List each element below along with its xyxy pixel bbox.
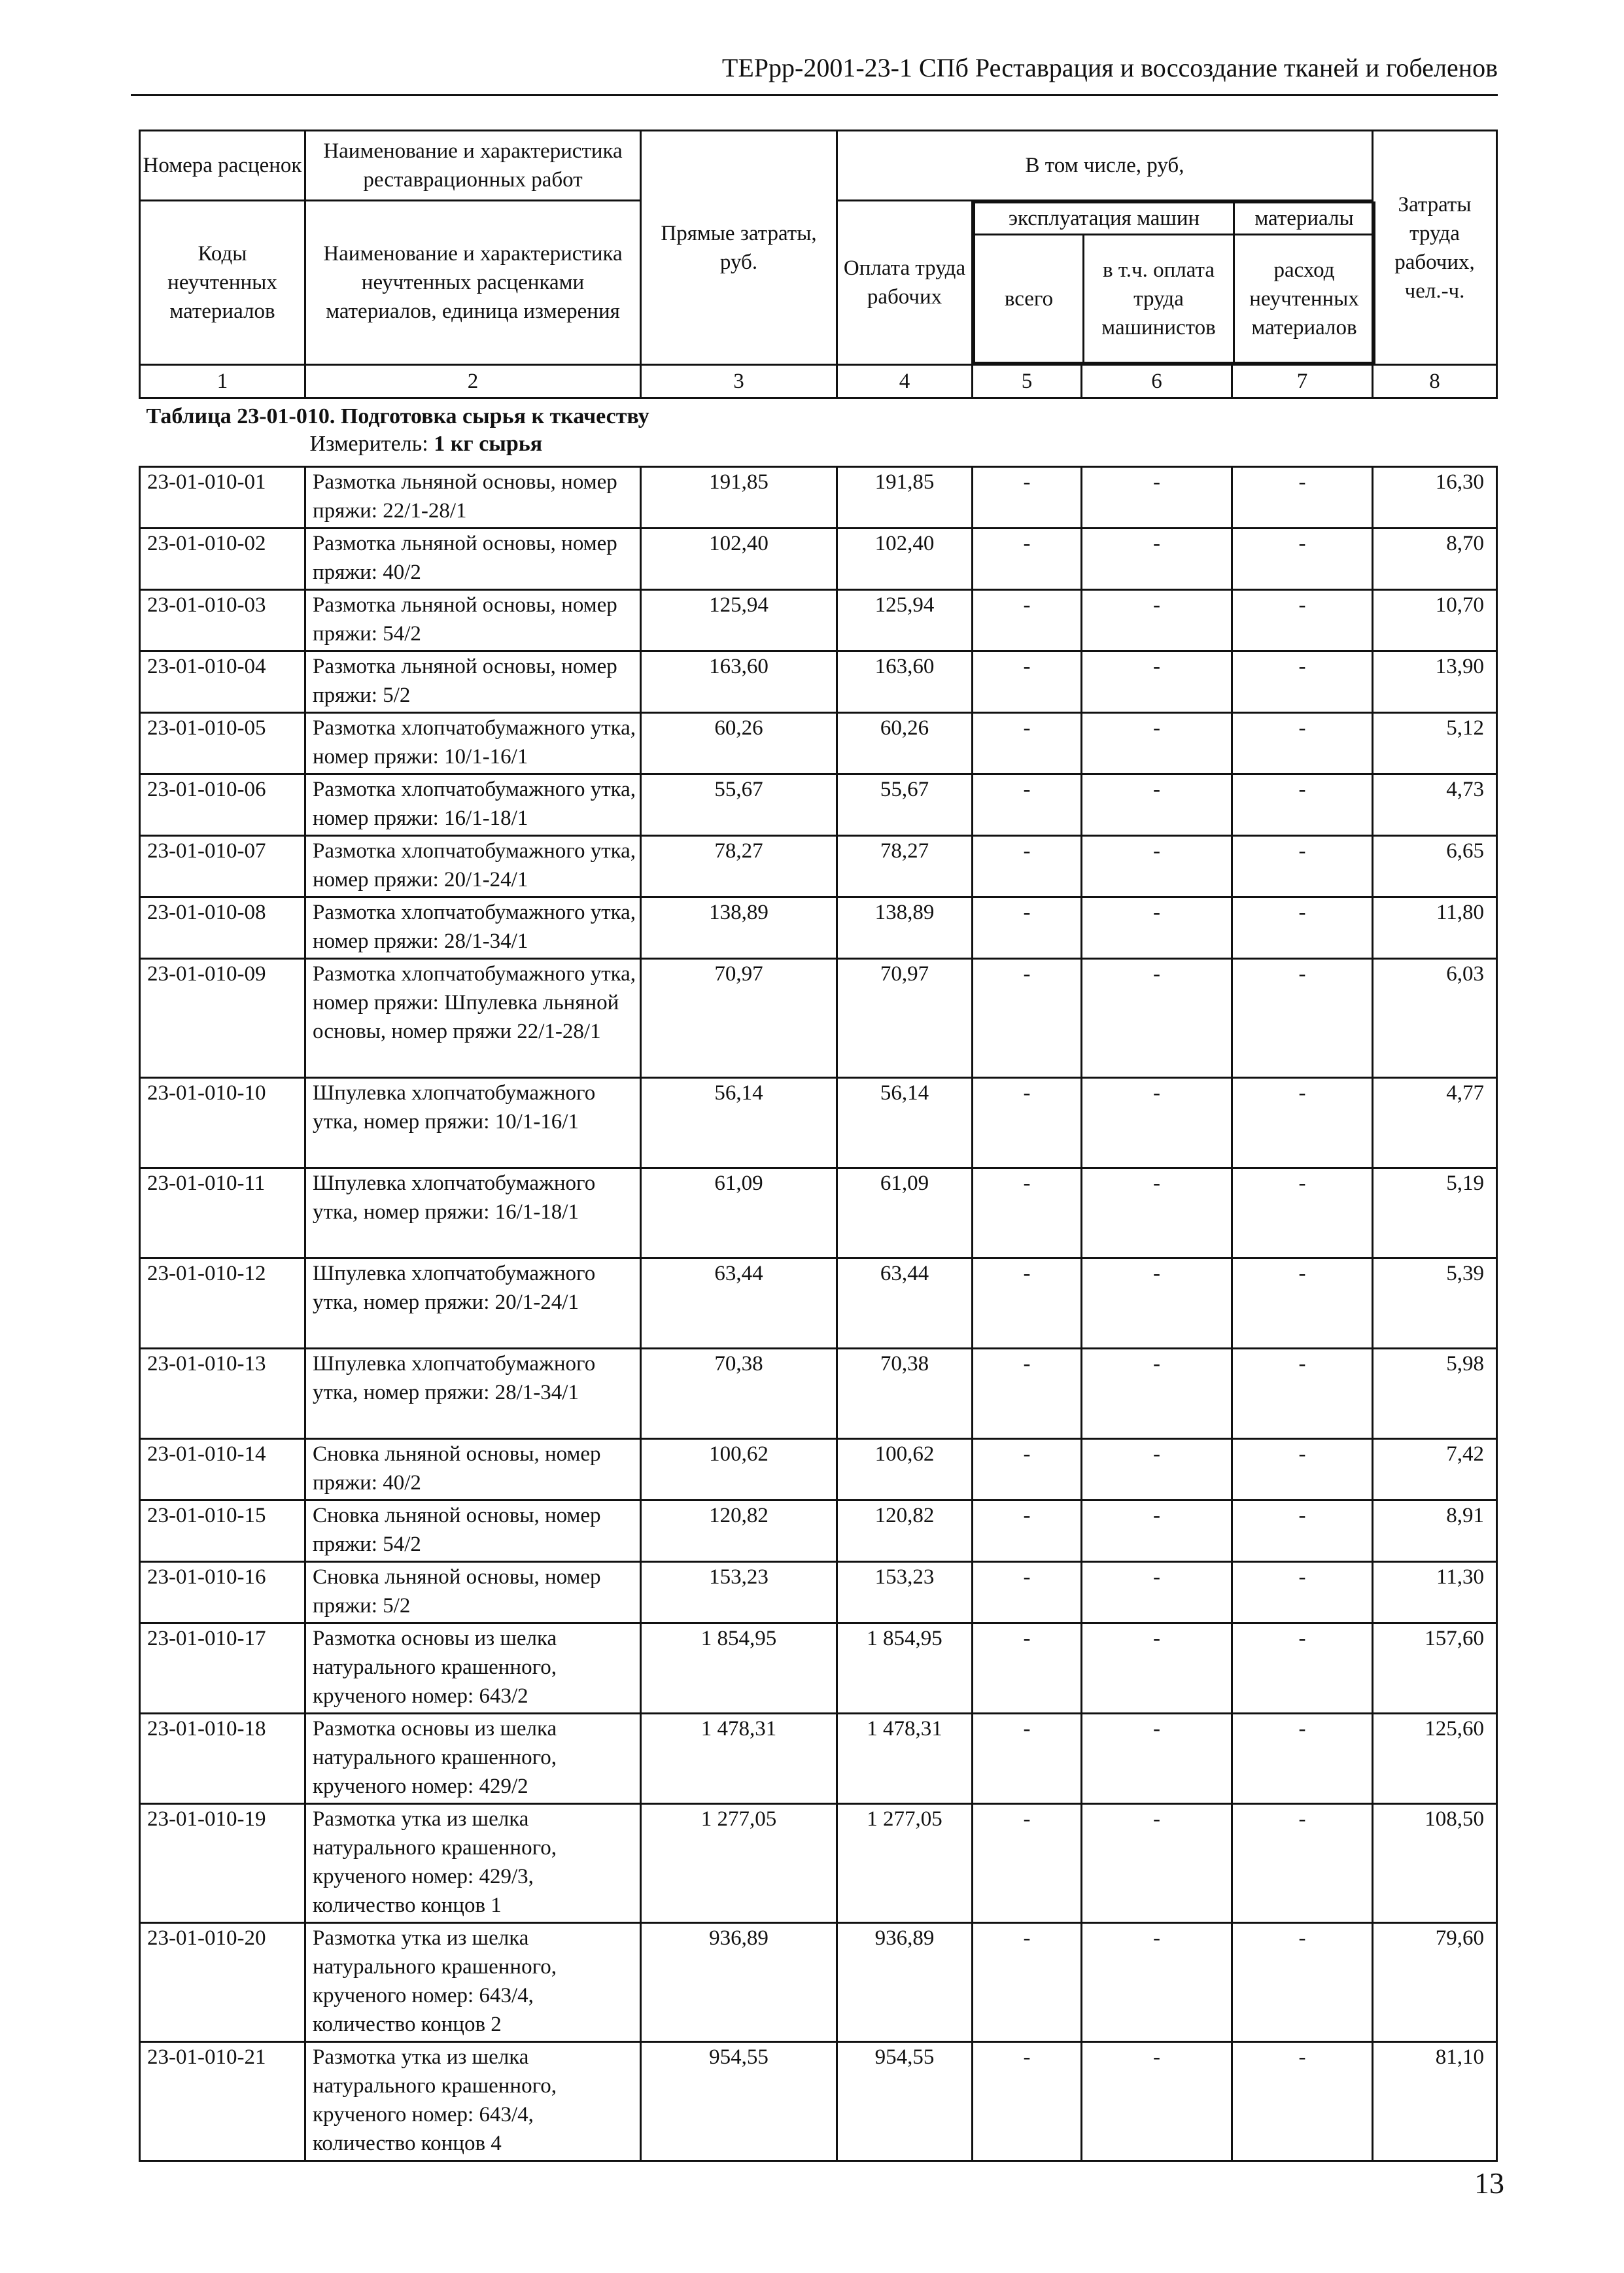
machines-all: - <box>973 467 1082 529</box>
table-row <box>140 1258 1497 1349</box>
materials-use: - <box>1232 2042 1373 2161</box>
column-numbers <box>140 365 1497 398</box>
worker-pay: 61,09 <box>837 1168 973 1258</box>
table-row <box>140 1923 1497 2042</box>
rate-code: 23-01-010-12 <box>140 1258 305 1349</box>
column-number: 8 <box>1373 365 1497 398</box>
operators-pay: - <box>1082 1923 1232 2042</box>
table-row <box>140 774 1497 836</box>
worker-pay: 78,27 <box>837 836 973 897</box>
direct-costs: 61,09 <box>641 1168 837 1258</box>
page-number: 13 <box>1474 2166 1504 2200</box>
meter-value: 1 кг сырья <box>434 432 543 456</box>
direct-costs: 78,27 <box>641 836 837 897</box>
labor-costs: 79,60 <box>1373 1923 1497 2042</box>
materials-use: - <box>1232 1923 1373 2042</box>
direct-costs: 153,23 <box>641 1562 837 1623</box>
direct-costs: 70,97 <box>641 959 837 1078</box>
labor-costs: 125,60 <box>1373 1714 1497 1804</box>
operators-pay: - <box>1082 590 1232 651</box>
column-number: 5 <box>973 365 1082 398</box>
section-caption-cell <box>140 398 1497 467</box>
table-row <box>140 959 1497 1078</box>
machines-all: - <box>973 1439 1082 1501</box>
work-name: Размотка льняной основы, номер пряжи: 22/1-28/1 <box>305 467 641 529</box>
table-body <box>140 467 1497 2161</box>
header-all: всего <box>975 235 1084 363</box>
work-name: Размотка хлопчатобумажного утка, номер пряжи: 28/1-34/1 <box>305 897 641 959</box>
table-row <box>140 529 1497 590</box>
materials-use: - <box>1232 1168 1373 1258</box>
materials-use: - <box>1232 836 1373 897</box>
materials-use: - <box>1232 1078 1373 1168</box>
labor-costs: 11,80 <box>1373 897 1497 959</box>
labor-costs: 5,12 <box>1373 713 1497 774</box>
page-header: ТЕРрр-2001-23-1 СПб Реставрация и воссоздание тканей и гобеленов <box>721 53 1498 82</box>
operators-pay: - <box>1082 713 1232 774</box>
column-number: 4 <box>837 365 973 398</box>
labor-costs: 108,50 <box>1373 1804 1497 1923</box>
labor-costs: 8,70 <box>1373 529 1497 590</box>
meter-label: Измеритель: <box>309 432 428 456</box>
materials-use: - <box>1232 774 1373 836</box>
labor-costs: 13,90 <box>1373 651 1497 713</box>
direct-costs: 55,67 <box>641 774 837 836</box>
operators-pay: - <box>1082 1623 1232 1714</box>
rate-code: 23-01-010-18 <box>140 1714 305 1804</box>
worker-pay: 60,26 <box>837 713 973 774</box>
machines-all: - <box>973 836 1082 897</box>
direct-costs: 60,26 <box>641 713 837 774</box>
operators-pay: - <box>1082 2042 1232 2161</box>
work-name: Размотка льняной основы, номер пряжи: 40/2 <box>305 529 641 590</box>
machines-all: - <box>973 897 1082 959</box>
worker-pay: 70,97 <box>837 959 973 1078</box>
worker-pay: 55,67 <box>837 774 973 836</box>
direct-costs: 125,94 <box>641 590 837 651</box>
header-material-use: расход неучтенных материалов <box>1234 235 1375 363</box>
machines-all: - <box>973 713 1082 774</box>
labor-costs: 5,98 <box>1373 1349 1497 1439</box>
labor-costs: 5,19 <box>1373 1168 1497 1258</box>
column-number: 2 <box>305 365 641 398</box>
direct-costs: 1 478,31 <box>641 1714 837 1804</box>
materials-use: - <box>1232 1623 1373 1714</box>
machines-all: - <box>973 1349 1082 1439</box>
direct-costs: 100,62 <box>641 1439 837 1501</box>
table-row <box>140 897 1497 959</box>
materials-use: - <box>1232 1439 1373 1501</box>
labor-costs: 11,30 <box>1373 1562 1497 1623</box>
column-number: 1 <box>140 365 305 398</box>
machines-all: - <box>973 1923 1082 2042</box>
materials-use: - <box>1232 467 1373 529</box>
direct-costs: 56,14 <box>641 1078 837 1168</box>
machines-all: - <box>973 1562 1082 1623</box>
worker-pay: 163,60 <box>837 651 973 713</box>
work-name: Размотка основы из шелка натурального крашенного, крученого номер: 643/2 <box>305 1623 641 1714</box>
rate-code: 23-01-010-13 <box>140 1349 305 1439</box>
header-machines: эксплуатация машин <box>975 203 1234 235</box>
materials-use: - <box>1232 897 1373 959</box>
work-name: Размотка основы из шелка натурального крашенного, крученого номер: 429/2 <box>305 1714 641 1804</box>
work-name: Размотка хлопчатобумажного утка, номер пряжи: 20/1-24/1 <box>305 836 641 897</box>
table-row <box>140 651 1497 713</box>
rate-code: 23-01-010-04 <box>140 651 305 713</box>
table-row <box>140 2042 1497 2161</box>
materials-use: - <box>1232 590 1373 651</box>
materials-use: - <box>1232 1562 1373 1623</box>
rate-code: 23-01-010-14 <box>140 1439 305 1501</box>
labor-costs: 81,10 <box>1373 2042 1497 2161</box>
table-row <box>140 1562 1497 1623</box>
operators-pay: - <box>1082 1349 1232 1439</box>
direct-costs: 102,40 <box>641 529 837 590</box>
rate-code: 23-01-010-21 <box>140 2042 305 2161</box>
worker-pay: 63,44 <box>837 1258 973 1349</box>
operators-pay: - <box>1082 529 1232 590</box>
direct-costs: 954,55 <box>641 2042 837 2161</box>
header-materials: материалы <box>1234 203 1375 235</box>
work-name: Шпулевка хлопчатобумажного утка, номер пряжи: 16/1-18/1 <box>305 1168 641 1258</box>
header-operators: в т.ч. оплата труда машинистов <box>1084 235 1234 363</box>
column-number: 6 <box>1082 365 1232 398</box>
work-name: Размотка хлопчатобумажного утка, номер пряжи: 16/1-18/1 <box>305 774 641 836</box>
operators-pay: - <box>1082 774 1232 836</box>
column-number: 7 <box>1232 365 1373 398</box>
materials-use: - <box>1232 1501 1373 1562</box>
work-name: Размотка утка из шелка натурального крашенного, крученого номер: 643/4, количество концов 2 <box>305 1923 641 2042</box>
machines-all: - <box>973 774 1082 836</box>
machines-all: - <box>973 529 1082 590</box>
operators-pay: - <box>1082 1714 1232 1804</box>
worker-pay: 100,62 <box>837 1439 973 1501</box>
table-row <box>140 467 1497 529</box>
machines-all: - <box>973 959 1082 1078</box>
table-row <box>140 836 1497 897</box>
materials-use: - <box>1232 1258 1373 1349</box>
direct-costs: 1 854,95 <box>641 1623 837 1714</box>
direct-costs: 70,38 <box>641 1349 837 1439</box>
section-caption <box>140 398 1497 467</box>
header-direct-costs: Прямые затраты, руб. <box>641 131 837 365</box>
operators-pay: - <box>1082 897 1232 959</box>
work-name: Шпулевка хлопчатобумажного утка, номер пряжи: 10/1-16/1 <box>305 1078 641 1168</box>
rate-code: 23-01-010-16 <box>140 1562 305 1623</box>
labor-costs: 4,73 <box>1373 774 1497 836</box>
work-name: Сновка льняной основы, номер пряжи: 5/2 <box>305 1562 641 1623</box>
worker-pay: 56,14 <box>837 1078 973 1168</box>
header-codes-top: Номера расценок <box>140 131 305 201</box>
machines-all: - <box>973 1078 1082 1168</box>
worker-pay: 70,38 <box>837 1349 973 1439</box>
worker-pay: 191,85 <box>837 467 973 529</box>
direct-costs: 138,89 <box>641 897 837 959</box>
operators-pay: - <box>1082 651 1232 713</box>
labor-costs: 10,70 <box>1373 590 1497 651</box>
direct-costs: 63,44 <box>641 1258 837 1349</box>
materials-use: - <box>1232 959 1373 1078</box>
worker-pay: 120,82 <box>837 1501 973 1562</box>
section-meter <box>147 430 1497 458</box>
labor-costs: 16,30 <box>1373 467 1497 529</box>
worker-pay: 1 478,31 <box>837 1714 973 1804</box>
labor-costs: 6,03 <box>1373 959 1497 1078</box>
work-name: Размотка хлопчатобумажного утка, номер пряжи: Шпулевка льняной основы, номер пряжи 22/1-28/1 <box>305 959 641 1078</box>
direct-costs: 936,89 <box>641 1923 837 2042</box>
section-title: Таблица 23-01-010. Подготовка сырья к ткачеству <box>146 404 649 428</box>
rate-code: 23-01-010-02 <box>140 529 305 590</box>
operators-pay: - <box>1082 836 1232 897</box>
column-number: 3 <box>641 365 837 398</box>
machines-all: - <box>973 1714 1082 1804</box>
work-name: Размотка льняной основы, номер пряжи: 54/2 <box>305 590 641 651</box>
work-name: Сновка льняной основы, номер пряжи: 40/2 <box>305 1439 641 1501</box>
work-name: Шпулевка хлопчатобумажного утка, номер пряжи: 28/1-34/1 <box>305 1349 641 1439</box>
header-subgrid <box>973 201 1373 365</box>
direct-costs: 120,82 <box>641 1501 837 1562</box>
table-row <box>140 1804 1497 1923</box>
machines-all: - <box>973 651 1082 713</box>
labor-costs: 157,60 <box>1373 1623 1497 1714</box>
table-row <box>140 590 1497 651</box>
table-row <box>140 1168 1497 1258</box>
work-name: Размотка утка из шелка натурального крашенного, крученого номер: 429/3, количество концов 1 <box>305 1804 641 1923</box>
header-pay: Оплата труда рабочих <box>837 201 973 365</box>
operators-pay: - <box>1082 1168 1232 1258</box>
materials-use: - <box>1232 713 1373 774</box>
table-row <box>140 1714 1497 1804</box>
worker-pay: 954,55 <box>837 2042 973 2161</box>
table-row <box>140 1349 1497 1439</box>
work-name: Сновка льняной основы, номер пряжи: 54/2 <box>305 1501 641 1562</box>
rate-code: 23-01-010-03 <box>140 590 305 651</box>
worker-pay: 936,89 <box>837 1923 973 2042</box>
labor-costs: 8,91 <box>1373 1501 1497 1562</box>
worker-pay: 153,23 <box>837 1562 973 1623</box>
machines-all: - <box>973 1501 1082 1562</box>
rate-code: 23-01-010-10 <box>140 1078 305 1168</box>
materials-use: - <box>1232 1804 1373 1923</box>
rate-code: 23-01-010-09 <box>140 959 305 1078</box>
labor-costs: 4,77 <box>1373 1078 1497 1168</box>
direct-costs: 1 277,05 <box>641 1804 837 1923</box>
materials-use: - <box>1232 651 1373 713</box>
table-header <box>140 131 1497 365</box>
rates-table <box>139 130 1498 2162</box>
rate-code: 23-01-010-07 <box>140 836 305 897</box>
rate-code: 23-01-010-06 <box>140 774 305 836</box>
labor-costs: 5,39 <box>1373 1258 1497 1349</box>
operators-pay: - <box>1082 467 1232 529</box>
rate-code: 23-01-010-20 <box>140 1923 305 2042</box>
machines-all: - <box>973 1258 1082 1349</box>
operators-pay: - <box>1082 1501 1232 1562</box>
table-row <box>140 1623 1497 1714</box>
materials-use: - <box>1232 529 1373 590</box>
work-name: Размотка хлопчатобумажного утка, номер пряжи: 10/1-16/1 <box>305 713 641 774</box>
header-incl: В том числе, руб, <box>837 131 1373 201</box>
rate-code: 23-01-010-01 <box>140 467 305 529</box>
table-row <box>140 1078 1497 1168</box>
operators-pay: - <box>1082 1562 1232 1623</box>
work-name: Размотка утка из шелка натурального крашенного, крученого номер: 643/4, количество концов 4 <box>305 2042 641 2161</box>
header-labor: Затраты труда рабочих, чел.-ч. <box>1373 131 1497 365</box>
operators-pay: - <box>1082 1439 1232 1501</box>
labor-costs: 6,65 <box>1373 836 1497 897</box>
worker-pay: 138,89 <box>837 897 973 959</box>
operators-pay: - <box>1082 1078 1232 1168</box>
header-name-bottom: Наименование и характеристика неучтенных расценками материалов, единица измерения <box>305 201 641 365</box>
work-name: Размотка льняной основы, номер пряжи: 5/2 <box>305 651 641 713</box>
rate-code: 23-01-010-19 <box>140 1804 305 1923</box>
direct-costs: 191,85 <box>641 467 837 529</box>
rate-code: 23-01-010-05 <box>140 713 305 774</box>
operators-pay: - <box>1082 1258 1232 1349</box>
operators-pay: - <box>1082 1804 1232 1923</box>
direct-costs: 163,60 <box>641 651 837 713</box>
worker-pay: 102,40 <box>837 529 973 590</box>
rate-code: 23-01-010-11 <box>140 1168 305 1258</box>
machines-all: - <box>973 1804 1082 1923</box>
labor-costs: 7,42 <box>1373 1439 1497 1501</box>
machines-all: - <box>973 1623 1082 1714</box>
worker-pay: 1 854,95 <box>837 1623 973 1714</box>
work-name: Шпулевка хлопчатобумажного утка, номер пряжи: 20/1-24/1 <box>305 1258 641 1349</box>
header-codes-bottom: Коды неучтенных материалов <box>140 201 305 365</box>
worker-pay: 1 277,05 <box>837 1804 973 1923</box>
machines-all: - <box>973 1168 1082 1258</box>
rate-code: 23-01-010-17 <box>140 1623 305 1714</box>
machines-all: - <box>973 590 1082 651</box>
materials-use: - <box>1232 1349 1373 1439</box>
header-rule <box>131 94 1498 96</box>
table-row <box>140 1439 1497 1501</box>
worker-pay: 125,94 <box>837 590 973 651</box>
materials-use: - <box>1232 1714 1373 1804</box>
rate-code: 23-01-010-15 <box>140 1501 305 1562</box>
machines-all: - <box>973 2042 1082 2161</box>
header-name-top: Наименование и характеристика реставрационных работ <box>305 131 641 201</box>
rate-code: 23-01-010-08 <box>140 897 305 959</box>
table-row <box>140 713 1497 774</box>
table-row <box>140 1501 1497 1562</box>
operators-pay: - <box>1082 959 1232 1078</box>
